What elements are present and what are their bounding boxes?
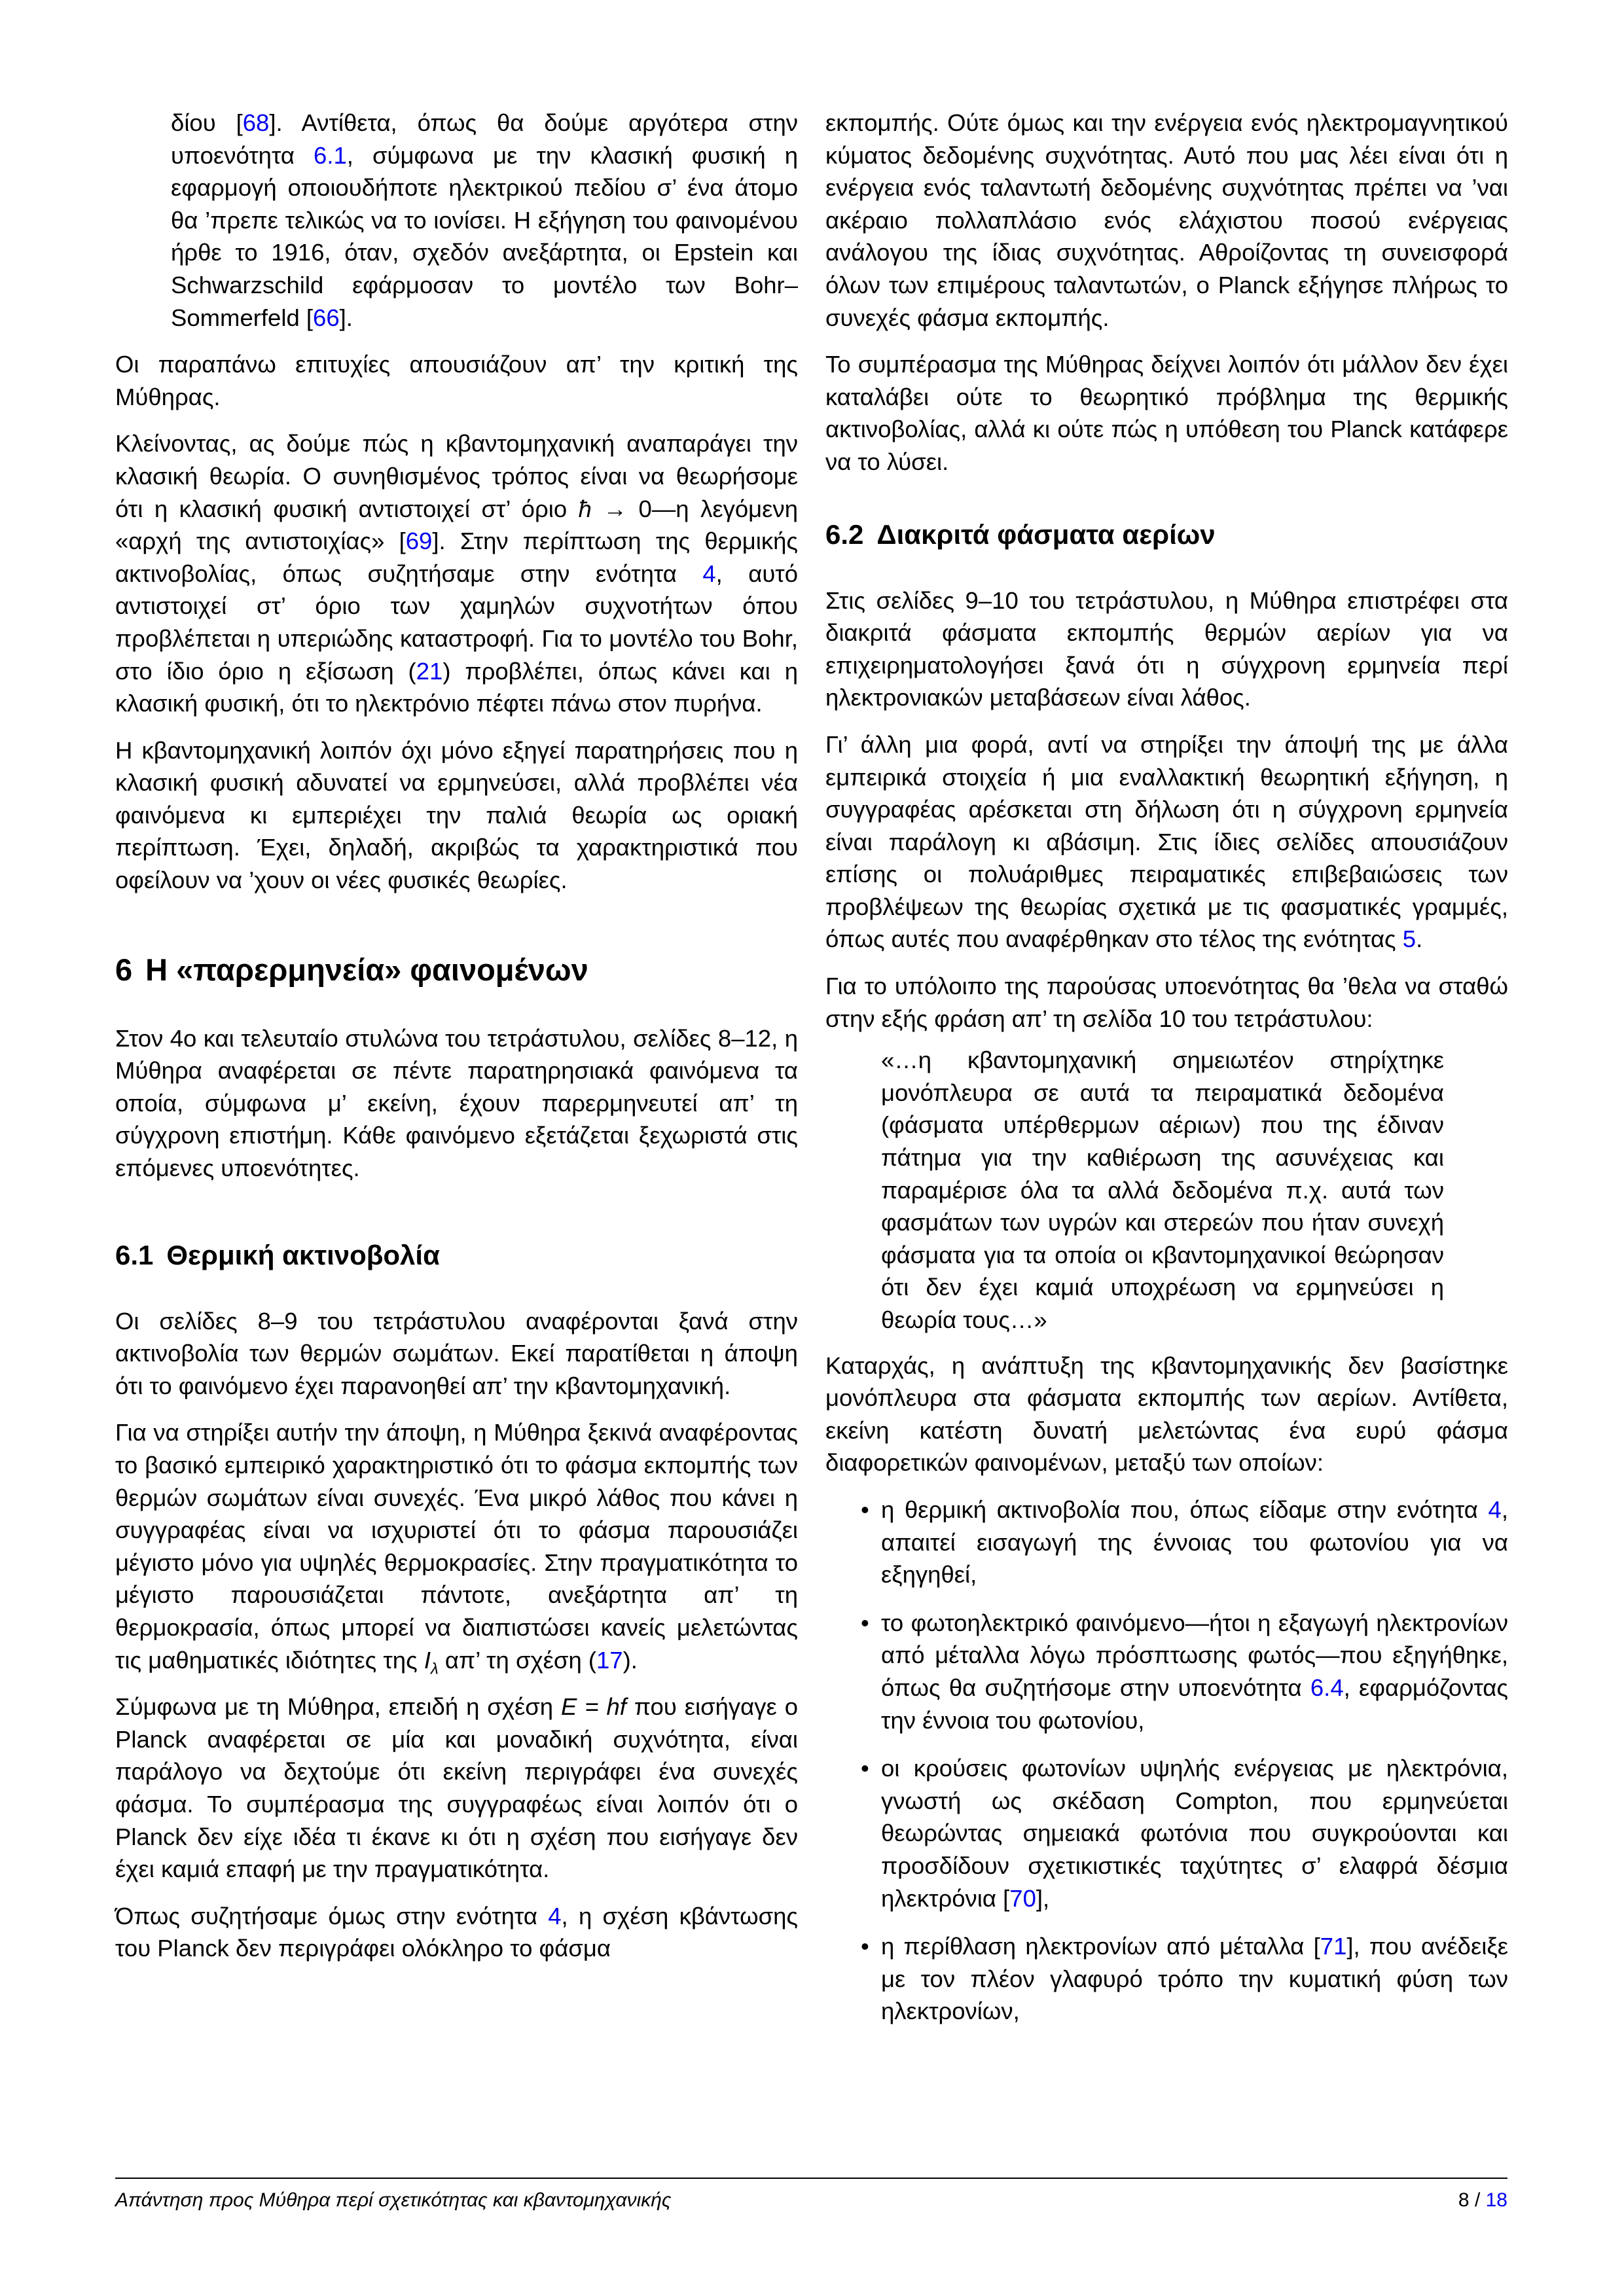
bullet-icon: •	[861, 1496, 869, 1523]
subsection-heading	[825, 518, 1508, 552]
paragraph: Καταρχάς, η ανάπτυξη της κβαντομηχανικής δεν βασίστηκε μονόπλευρα στα φάσματα εκπομπής των αερίων. Αντίθετα, εκείνη κατέστη δυνατή μελετώντας ένα ευρύ φάσμα διαφορετικών φαινομένων, μεταξύ των οποίων:	[825, 1352, 1508, 1477]
paragraph: Σύμφωνα με τη Μύθηρα, επειδή η σχέση E = hf που εισήγαγε ο Planck αναφέρεται σε μία και μοναδική συχνότητα, είναι παράλογο να δεχτούμε ότι εκείνη περιγράφει ένα συνεχές φάσμα. Το συμπέρασμα της συγγραφέως είναι λοιπόν ότι ο Planck δεν είχε ιδέα τι έκανε κι ότι η σχέση που εισήγαγε δεν έχει καμιά επαφή με την πραγματικότητα.	[115, 1693, 798, 1883]
total-pages-link[interactable]: 18	[1485, 2189, 1507, 2211]
footer-divider	[115, 2178, 1507, 2179]
paragraph: Η κβαντομηχανική λοιπόν όχι μόνο εξηγεί παρατηρήσεις που η κλασική φυσική αδυνατεί να ερμηνεύσει, αλλά προβλέπει νέα φαινόμενα κι εμπεριέχει την παλιά θεωρία ως οριακή περίπτωση. Έχει, δηλαδή, ακριβώς τα χαρακτηριστικά που οφείλουν να ’χουν οι νέες φυσικές θεωρίες.	[115, 736, 798, 894]
citation-link[interactable]: 66	[313, 304, 340, 331]
inline-equation: E = hf	[561, 1693, 626, 1721]
section-link[interactable]: 4	[702, 560, 716, 587]
subsection-heading	[115, 1238, 798, 1272]
paragraph: εκπομπής. Ούτε όμως και την ενέργεια ενός ηλεκτρομαγνητικού κύματος δεδομένης συχνότητας. Αυτό που μας λέει είναι ότι η ενέργεια ενός ταλαντωτή δεδομένης συχνότητας πρέπει να ’ναι ακέραιο πολλαπλάσιο ενός ελάχιστου ποσού ενέργειας ανάλογου της ίδιας συχνότητας. Αθροίζοντας τη συνεισφορά όλων των επιμέρους ταλαντωτών, ο Planck εξήγησε πλήρως το συνεχές φάσμα εκπομπής.	[825, 109, 1508, 331]
page-number: 8 / 18	[1458, 2189, 1507, 2211]
subsection-title: Θερμική ακτινοβολία	[166, 1239, 440, 1270]
bullet-icon: •	[861, 1609, 869, 1636]
paragraph: Το συμπέρασμα της Μύθηρας δείχνει λοιπόν ότι μάλλον δεν έχει καταλάβει ούτε το θεωρητικό πρόβλημα της θερμικής ακτινοβολίας, αλλά κι ούτε πώς η υπόθεση του Planck κατάφερε να το λύσει.	[825, 351, 1508, 475]
paragraph: Στον 4ο και τελευταίο στυλώνα του τετράστυλου, σελίδες 8–12, η Μύθηρα αναφέρεται σε πέντε παρατηρησιακά φαινόμενα τα οποία, σύμφωνα μ’ εκείνη, έχουν παρερμηνευτεί απ’ τη σύγχρονη επιστήμη. Κάθε φαινόμενο εξετάζεται ξεχωριστά στις επόμενες υποενότητες.	[115, 1024, 798, 1182]
bullet-list	[825, 1494, 1508, 2028]
citation-link[interactable]: 70	[1009, 1884, 1036, 1912]
section-link[interactable]: 6.4	[1310, 1674, 1344, 1701]
section-link[interactable]: 6.1	[314, 141, 347, 169]
citation-link[interactable]: 68	[242, 109, 270, 136]
citation-link[interactable]: 69	[405, 528, 433, 555]
math-symbol: I	[424, 1646, 431, 1674]
paragraph: Οι παραπάνω επιτυχίες απουσιάζουν απ’ την κριτική της Μύθηρας.	[115, 351, 798, 410]
section-link[interactable]: 4	[548, 1902, 562, 1929]
footer-document-title: Απάντηση προς Μύθηρα περί σχετικότητας και κβαντομηχανικής	[115, 2189, 672, 2211]
list-item: • η περίθλαση ηλεκτρονίων από μέταλλα [71], που ανέδειξε με τον πλέον γλαφυρό τρόπο την κυματική φύση των ηλεκτρονίων,	[825, 1930, 1508, 2028]
list-item: • οι κρούσεις φωτονίων υψηλής ενέργειας με ηλεκτρόνια, γνωστή ως σκέδαση Compton, που ερμηνεύεται θεωρώντας σημειακά φωτόνια που συγκρούονται και προσδίδουν σχετικιστικές ταχύτητες σ’ ελαφρά δέσμια ηλεκτρόνια [70],	[825, 1752, 1508, 1914]
section-number: 6	[115, 952, 133, 987]
block-quote: «…η κβαντομηχανική σημειωτέον στηρίχτηκε μονόπλευρα σε αυτά τα πειραματικά δεδομένα (φάσματα υπέρθερμων αέριων) που της έδιναν πάτημα για την καθιέρωση της ασυνέχειας και παραμέρισε όλα τα αλλά δεδομένα π.χ. αυτά των φασμάτων των υγρών και στερεών που ήταν συνεχή φάσματα για τα οποία οι κβαντομηχανικοί θεώρησαν ότι δεν έχει καμιά υποχρέωση να ερμηνεύσει η θεωρία τους…»	[881, 1047, 1444, 1333]
section-link[interactable]: 4	[1488, 1496, 1502, 1523]
equation-link[interactable]: 17	[596, 1646, 623, 1674]
section-title: Η «παρερμηνεία» φαινομένων	[145, 952, 588, 987]
paragraph: Στις σελίδες 9–10 του τετράστυλου, η Μύθηρα επιστρέφει στα διακριτά φάσματα εκπομπής θερμών αερίων για να επιχειρηματολογήσει ξανά ότι η σύγχρονη ερμηνεία περί ηλεκτρονιακών μεταβάσεων είναι λάθος.	[825, 586, 1508, 711]
hbar-symbol: ħ	[578, 495, 592, 522]
paragraph: Για το υπόλοιπο της παρούσας υποενότητας θα ’θελα να σταθώ στην εξής φράση απ’ τη σελίδα 10 του τετράστυλου:	[825, 973, 1508, 1032]
paragraph: Για να στηρίξει αυτήν την άποψη, η Μύθηρα ξεκινά αναφέροντας το βασικό εμπειρικό χαρακτηριστικό ότι το φάσμα εκπομπής των θερμών σωμάτων είναι συνεχές. Ένα μικρό λάθος που κάνει η συγγραφέας είναι να ισχυριστεί ότι το φάσμα παρουσιάζει μέγιστο μόνο για υψηλές θερμοκρασίες. Στην πραγματικότητα το μέγιστο παρουσιάζεται πάντοτε, ανεξάρτητα απ’ τη θερμοκρασία, όπως μπορεί να διαπιστώσει κανείς μελετώντας τις μαθηματικές ιδιότητες της $I_\lambda$ απ’ τη σχέση (17).	[115, 1419, 798, 1677]
paragraph: Κλείνοντας, ας δούμε πώς η κβαντομηχανική αναπαράγει την κλασική θεωρία. Ο συνηθισμένος τρόπος είναι να θεωρήσομε ότι η κλασική φυσική αντιστοιχεί στ’ όριο ħ → 0—η λεγόμενη «αρχή της αντιστοιχίας» [69]. Στην περίπτωση της θερμικής ακτινοβολίας, όπως συζητήσαμε στην ενότητα 4, αυτό αντιστοιχεί στ’ όριο των χαμηλών συχνοτήτων όπου προβλέπεται η υπεριώδης καταστροφή. Για το μοντέλο του Bohr, στο ίδιο όριο η εξίσωση (21) προβλέπει, όπως κάνει και η κλασική φυσική, ότι το ηλεκτρόνιο πέφτει πάνω στον πυρήνα.	[115, 430, 798, 717]
equation-link[interactable]: 21	[416, 657, 443, 685]
paragraph: Γι’ άλλη μια φορά, αντί να στηρίξει την άποψή της με άλλα εμπειρικά στοιχεία ή μια εναλλακτική θεωρητική εξήγηση, η συγγραφέας αρέσκεται στη δήλωση ότι η σύγχρονη ερμηνεία είναι παράλογη κι αβάσιμη. Στις ίδιες σελίδες απουσιάζουν επίσης οι πολυάριθμες πειραματικές επιβεβαιώσεις των προβλέψεων της θεωρίας σχετικά με τις φασματικές γραμμές, όπως αυτές που αναφέρθηκαν στο τέλος της ενότητας 5.	[825, 730, 1508, 953]
math-subscript: λ	[430, 1659, 439, 1677]
current-page: 8	[1458, 2189, 1470, 2211]
subsection-number: 6.2	[825, 518, 864, 550]
subsection-title: Διακριτά φάσματα αερίων	[876, 518, 1216, 550]
list-item: • η θερμική ακτινοβολία που, όπως είδαμε στην ενότητα 4, απαιτεί εισαγωγή της έννοιας του φωτονίου για να εξηγηθεί,	[825, 1494, 1508, 1591]
citation-link[interactable]: 71	[1320, 1933, 1347, 1960]
list-item: • το φωτοηλεκτρικό φαινόμενο—ήτοι η εξαγωγή ηλεκτρονίων από μέταλλα λόγω πρόσπτωσης φωτός—που εξηγήθηκε, όπως θα συζητήσομε στην υποενότητα 6.4, εφαρμόζοντας την έννοια του φωτονίου,	[825, 1607, 1508, 1736]
left-column	[115, 107, 798, 1979]
paragraph: Όπως συζητήσαμε όμως στην ενότητα 4, η σχέση κβάντωσης του Planck δεν περιγράφει ολόκληρο το φάσμα	[115, 1902, 798, 1962]
section-link[interactable]: 5	[1402, 925, 1416, 953]
bullet-icon: •	[861, 1933, 869, 1960]
paragraph: Οι σελίδες 8–9 του τετράστυλου αναφέρονται ξανά στην ακτινοβολία των θερμών σωμάτων. Εκεί παρατίθεται η άποψη ότι το φαινόμενο έχει παρανοηθεί απ’ την κβαντομηχανική.	[115, 1307, 798, 1399]
subsection-number: 6.1	[115, 1239, 154, 1270]
section-heading	[115, 952, 798, 988]
bullet-icon: •	[861, 1755, 869, 1782]
paragraph-continued-list-item: δίου [68]. Αντίθετα, όπως θα δούμε αργότερα στην υποενότητα 6.1, σύμφωνα με την κλασική φυσική η εφαρμογή οποιουδήποτε ηλεκτρικού πεδίου σ’ ένα άτομο θα ’πρεπε τελικώς να το ιονίσει. Η εξήγηση του φαινομένου ήρθε το 1916, όταν, σχεδόν ανεξάρτητα, οι Epstein και Schwarzschild εφάρμοσαν το μοντέλο των Bohr–Sommerfeld [66].	[171, 109, 798, 331]
right-column	[825, 107, 1508, 2043]
